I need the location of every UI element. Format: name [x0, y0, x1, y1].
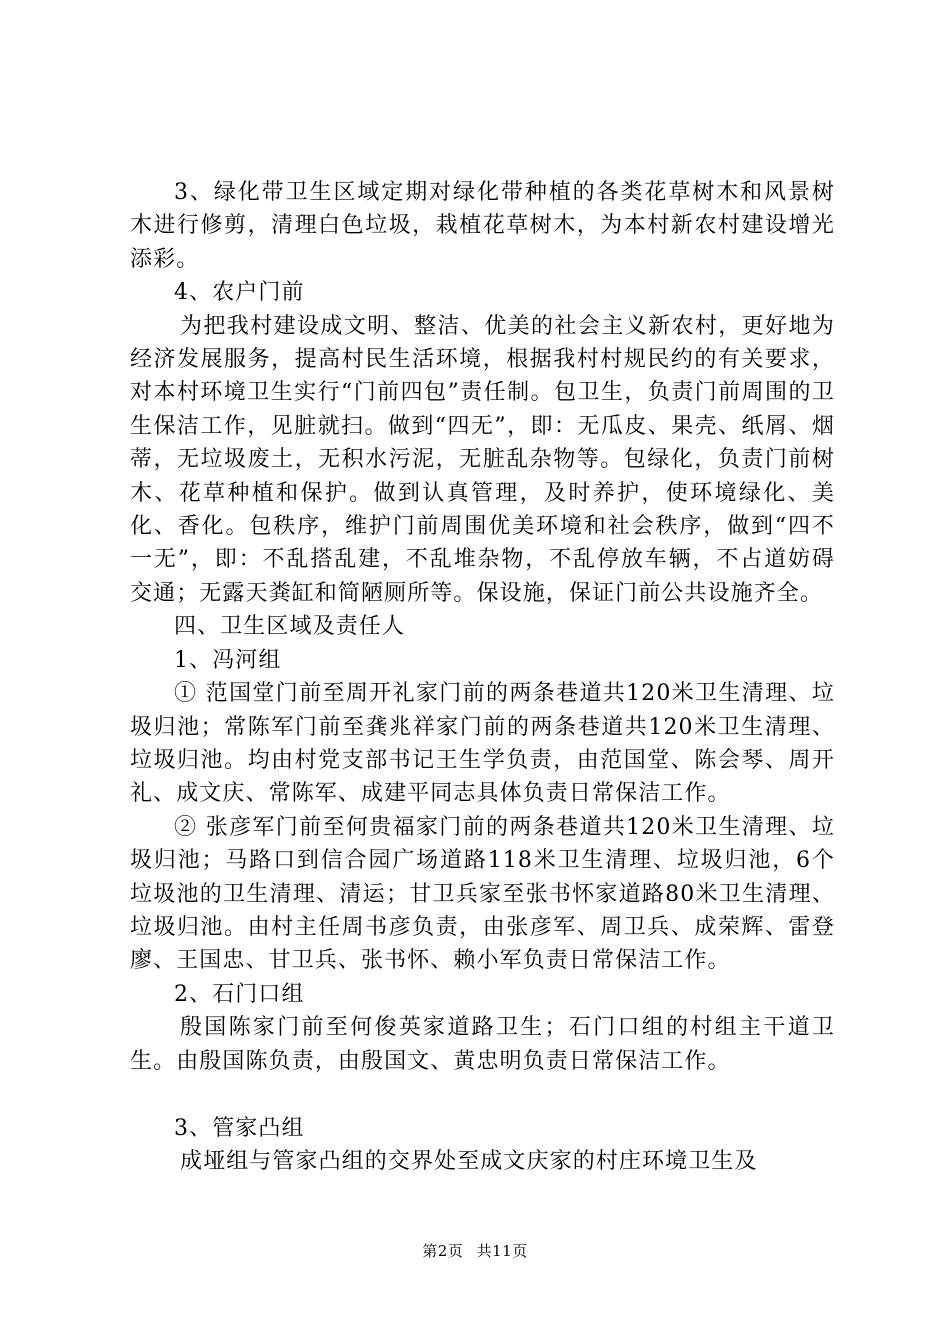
heading-fenghe-group: 1、冯河组 [174, 647, 282, 673]
page-footer [0, 1241, 950, 1261]
paragraph-fenghe-item-2: ② 张彦军门前至何贵福家门前的两条巷道共120米卫生清理、垃圾归池；马路口到信合园广场道路118米卫生清理、垃圾归池，6个垃圾池的卫生清理、清运；甘卫兵家至张书怀家道路80米卫生清理、垃圾归池。由村主任周书彦负责，由张彦军、周卫兵、成荣辉、雷登廖、王国忠、甘卫兵、张书怀、赖小军负责日常保洁工作。 [130, 814, 835, 974]
page-number: 第2页 [422, 1242, 464, 1260]
heading-guanjia-group: 3、管家凸组 [174, 1115, 305, 1141]
heading-section-four: 四、卫生区域及责任人 [174, 614, 406, 640]
document-body [130, 176, 835, 1179]
paragraph-fenghe-item-1: ① 范国堂门前至周开礼家门前的两条巷道共120米卫生清理、垃圾归池；常陈军门前至龚兆祥家门前的两条巷道共120米卫生清理、垃圾归池。均由村党支部书记王生学负责，由范国堂、陈会琴、周开礼、成文庆、常陈军、成建平同志具体负责日常保洁工作。 [130, 681, 835, 807]
paragraph-greenbelt: 3、绿化带卫生区域定期对绿化带种植的各类花草树木和风景树木进行修剪，清理白色垃圾，栽植花草树木，为本村新农村建设增光添彩。 [130, 180, 835, 272]
page-total: 共11页 [476, 1242, 528, 1260]
heading-household-front: 4、农户门前 [174, 280, 305, 306]
paragraph-four-responsibilities: 为把我村建设成文明、整洁、优美的社会主义新农村，更好地为经济发展服务，提高村民生活环境，根据我村村规民约的有关要求，对本村环境卫生实行“门前四包”责任制。包卫生，负责门前周围的卫生保洁工作，见脏就扫。做到“四无”，即：无瓜皮、果壳、纸屑、烟蒂，无垃圾废土，无积水污泥，无脏乱杂物等。包绿化，负责门前树木、花草种植和保护。做到认真管理，及时养护，使环境绿化、美化、香化。包秩序，维护门前周围优美环境和社会秩序，做到“四不一无”，即：不乱搭乱建，不乱堆杂物，不乱停放车辆，不占道妨碍交通；无露天粪缸和简陋厕所等。保设施，保证门前公共设施齐全。 [130, 313, 835, 606]
paragraph-guanjia: 成垭组与管家凸组的交界处至成文庆家的村庄环境卫生及 [180, 1149, 758, 1175]
paragraph-shimenkou: 殷国陈家门前至何俊英家道路卫生；石门口组的村组主干道卫生。由殷国陈负责，由殷国文、黄忠明负责日常保洁工作。 [130, 1015, 835, 1074]
heading-shimenkou-group: 2、石门口组 [174, 981, 305, 1007]
